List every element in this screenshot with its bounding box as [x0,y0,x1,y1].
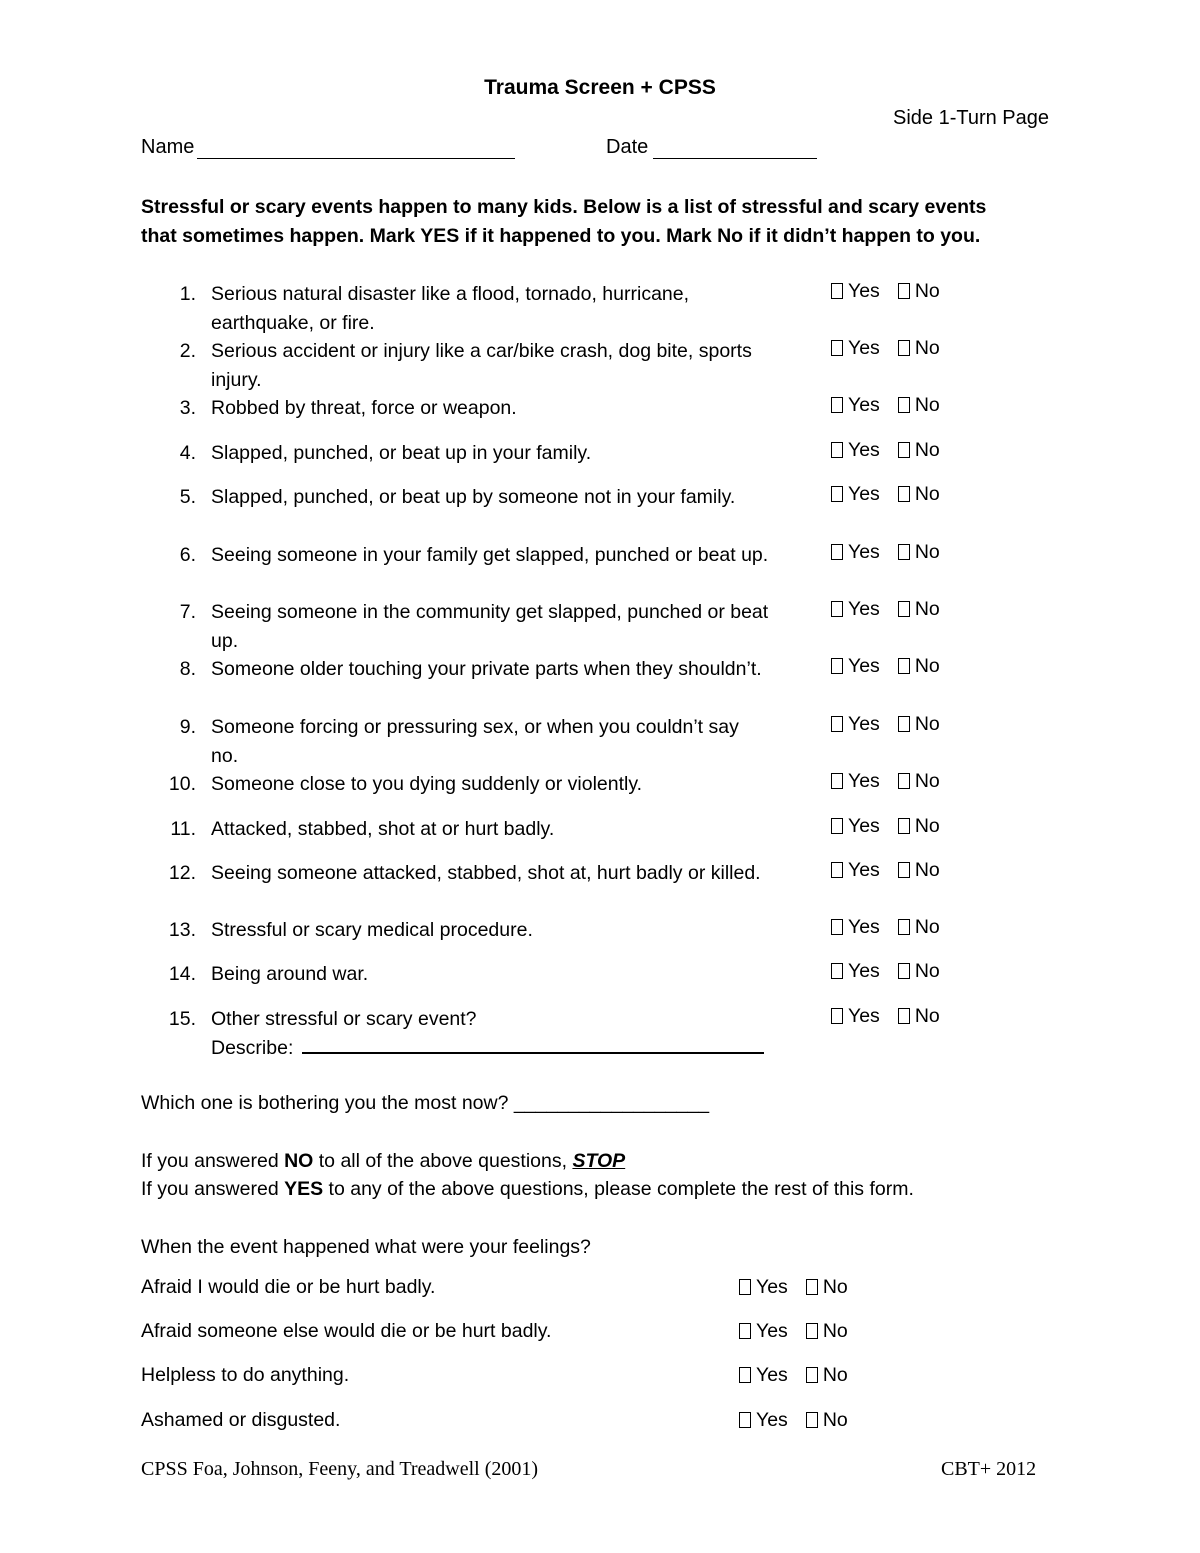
yes-label: Yes [848,598,880,620]
checkbox-icon[interactable] [898,963,910,979]
event-number: 15. [168,1008,196,1030]
feeling-item: Afraid someone else would die or be hurt badly. [141,1320,552,1342]
yes-option[interactable] [831,394,880,416]
no-label: No [914,916,940,938]
yes-label: Yes [756,1364,788,1386]
no-label: No [914,815,940,837]
event-text: Slapped, punched, or beat up in your family. [211,442,592,464]
event-number: 8. [179,658,196,680]
event-text: Someone close to you dying suddenly or violently. [211,773,643,795]
no-option[interactable] [898,439,940,461]
yes-option[interactable] [739,1364,788,1386]
instruction-no-suffix: to all of the above questions, [313,1150,573,1172]
feeling-item: Ashamed or disgusted. [141,1409,341,1431]
yes-label: Yes [848,770,880,792]
no-label: No [914,439,940,461]
event-answer-options [831,541,940,564]
name-field[interactable] [197,158,515,159]
event-answer-options [831,1005,940,1028]
no-label: No [914,394,940,416]
no-label: No [914,598,940,620]
checkbox-icon[interactable] [898,818,910,834]
yes-option[interactable] [831,655,880,677]
checkbox-icon[interactable] [898,919,910,935]
yes-option[interactable] [831,483,880,505]
instruction-yes-suffix: to any of the above questions, please complete the rest of this form. [323,1178,914,1200]
event-number: 14. [168,963,196,985]
event-answer-options [831,815,940,838]
event-number: 1. [179,283,196,305]
intro-line-2: that sometimes happen. Mark YES if it happened to you. Mark No if it didn’t happen to you. [141,225,981,247]
event-text: Seeing someone in the community get slapped, punched or beat up. [211,601,769,652]
yes-label: Yes [848,394,880,416]
checkbox-icon[interactable] [831,397,843,413]
instruction-yes [141,1178,914,1201]
no-option[interactable] [898,337,940,359]
yes-option[interactable] [831,916,880,938]
event-answer-options [831,960,940,983]
event-answer-options [831,337,940,360]
date-label: Date [606,136,649,158]
name-label: Name [141,136,195,158]
feeling-item: Helpless to do anything. [141,1364,350,1386]
yes-option[interactable] [831,859,880,881]
no-option[interactable] [898,483,940,505]
no-label: No [914,1005,940,1027]
checkbox-icon[interactable] [831,716,843,732]
event-answer-options [831,483,940,506]
feeling-answer-options [739,1364,848,1387]
checkbox-icon[interactable] [898,544,910,560]
no-option[interactable] [898,770,940,792]
checkbox-icon[interactable] [739,1367,751,1383]
checkbox-icon[interactable] [831,283,843,299]
yes-label: Yes [848,439,880,461]
event-number: 11. [170,818,196,840]
checkbox-icon[interactable] [806,1323,818,1339]
stop-word: STOP [572,1150,626,1172]
no-option[interactable] [898,1005,940,1027]
yes-label: Yes [848,916,880,938]
event-text: Seeing someone in your family get slapped, punched or beat up. [211,544,769,566]
yes-option[interactable] [831,337,880,359]
yes-option[interactable] [831,960,880,982]
checkbox-icon[interactable] [739,1412,751,1428]
checkbox-icon[interactable] [898,442,910,458]
yes-label: Yes [848,337,880,359]
no-option[interactable] [898,859,940,881]
checkbox-icon[interactable] [831,1008,843,1024]
checkbox-icon[interactable] [831,340,843,356]
instructions-intro [141,193,986,251]
feeling-answer-options [739,1320,848,1343]
no-label: No [914,859,940,881]
form-title: Trauma Screen + CPSS [484,76,716,99]
checkbox-icon[interactable] [831,862,843,878]
event-answer-options [831,713,940,736]
feelings-question: When the event happened what were your feelings? [141,1236,591,1258]
intro-line-1: Stressful or scary events happen to many kids. Below is a list of stressful and scary events [141,196,987,218]
most-bothering-question: Which one is bothering you the most now? __________________ [141,1092,710,1114]
checkbox-icon[interactable] [898,658,910,674]
event-number: 9. [179,716,196,738]
event-number: 5. [179,486,196,508]
event-number: 12. [168,862,196,884]
no-option[interactable] [898,916,940,938]
checkbox-icon[interactable] [898,601,910,617]
no-option[interactable] [898,960,940,982]
describe-label: Describe: [211,1037,294,1059]
event-answer-options [831,655,940,678]
no-label: No [914,541,940,563]
yes-option[interactable] [831,815,880,837]
checkbox-icon[interactable] [898,716,910,732]
no-label: No [822,1276,848,1298]
yes-label: Yes [848,483,880,505]
describe-field[interactable] [302,1052,764,1054]
instruction-no-prefix: If you answered [141,1150,285,1172]
footer-version: CBT+ 2012 [941,1458,1037,1480]
no-label: No [822,1409,848,1431]
event-answer-options [831,394,940,417]
no-option[interactable] [806,1276,848,1298]
footer-citation: CPSS Foa, Johnson, Feeny, and Treadwell (2001) [141,1458,539,1480]
yes-label: Yes [848,713,880,735]
no-label: No [914,770,940,792]
event-text: Other stressful or scary event? [211,1008,477,1030]
no-option[interactable] [898,655,940,677]
event-answer-options [831,598,940,621]
event-number: 13. [168,919,196,941]
no-label: No [914,655,940,677]
checkbox-icon[interactable] [831,544,843,560]
event-text: Serious accident or injury like a car/bike crash, dog bite, sports injury. [211,340,752,391]
yes-label: Yes [756,1320,788,1342]
no-option[interactable] [898,394,940,416]
checkbox-icon[interactable] [831,658,843,674]
checkbox-icon[interactable] [898,486,910,502]
event-number: 7. [179,601,196,623]
checkbox-icon[interactable] [831,818,843,834]
no-label: No [822,1320,848,1342]
checkbox-icon[interactable] [806,1279,818,1295]
event-text: Stressful or scary medical procedure. [211,919,533,941]
no-label: No [914,483,940,505]
no-option[interactable] [898,541,940,563]
event-number: 2. [179,340,196,362]
no-option[interactable] [898,815,940,837]
event-text: Slapped, punched, or beat up by someone not in your family. [211,486,736,508]
no-option[interactable] [806,1409,848,1431]
instruction-yes-prefix: If you answered [141,1178,285,1200]
no-label: No [914,280,940,302]
event-answer-options [831,770,940,793]
feeling-answer-options [739,1409,848,1432]
yes-label: Yes [848,960,880,982]
yes-label: Yes [848,815,880,837]
checkbox-icon[interactable] [898,773,910,789]
checkbox-icon[interactable] [806,1367,818,1383]
event-text: Seeing someone attacked, stabbed, shot at, hurt badly or killed. [211,862,761,884]
event-text: Serious natural disaster like a flood, tornado, hurricane, earthquake, or fire. [211,283,690,334]
event-text: Robbed by threat, force or weapon. [211,397,517,419]
yes-option[interactable] [831,280,880,302]
no-option[interactable] [898,280,940,302]
event-text: Someone forcing or pressuring sex, or when you couldn’t say no. [211,716,739,767]
event-number: 3. [179,397,196,419]
no-option[interactable] [806,1320,848,1342]
event-number: 6. [179,544,196,566]
no-label: No [914,337,940,359]
no-label: No [914,713,940,735]
checkbox-icon[interactable] [831,963,843,979]
checkbox-icon[interactable] [831,601,843,617]
checkbox-icon[interactable] [898,340,910,356]
checkbox-icon[interactable] [739,1279,751,1295]
side-note: Side 1-Turn Page [893,107,1050,129]
no-option[interactable] [806,1364,848,1386]
event-number: 4. [179,442,196,464]
instruction-no [141,1150,625,1173]
event-answer-options [831,280,940,303]
instruction-no-word: NO [284,1150,314,1172]
checkbox-icon[interactable] [898,862,910,878]
yes-option[interactable] [831,770,880,792]
checkbox-icon[interactable] [898,283,910,299]
event-answer-options [831,859,940,882]
instruction-yes-word: YES [284,1178,324,1200]
yes-option[interactable] [831,713,880,735]
checkbox-icon[interactable] [831,773,843,789]
event-answer-options [831,916,940,939]
checkbox-icon[interactable] [831,486,843,502]
checkbox-icon[interactable] [898,1008,910,1024]
event-text: Being around war. [211,963,369,985]
feeling-answer-options [739,1276,848,1299]
checkbox-icon[interactable] [898,397,910,413]
event-text: Someone older touching your private parts when they shouldn’t. [211,658,762,680]
no-label: No [822,1364,848,1386]
event-text: Attacked, stabbed, shot at or hurt badly. [211,818,555,840]
yes-label: Yes [848,541,880,563]
yes-option[interactable] [739,1276,788,1298]
yes-option[interactable] [831,439,880,461]
yes-option[interactable] [831,541,880,563]
yes-option[interactable] [739,1409,788,1431]
date-field[interactable] [653,158,817,159]
checkbox-icon[interactable] [831,919,843,935]
feeling-item: Afraid I would die or be hurt badly. [141,1276,436,1298]
yes-option[interactable] [739,1320,788,1342]
yes-option[interactable] [831,1005,880,1027]
checkbox-icon[interactable] [739,1323,751,1339]
no-label: No [914,960,940,982]
checkbox-icon[interactable] [806,1412,818,1428]
event-number: 10. [168,773,196,795]
yes-option[interactable] [831,598,880,620]
event-answer-options [831,439,940,462]
checkbox-icon[interactable] [831,442,843,458]
yes-label: Yes [756,1276,788,1298]
yes-label: Yes [848,280,880,302]
no-option[interactable] [898,598,940,620]
no-option[interactable] [898,713,940,735]
yes-label: Yes [848,1005,880,1027]
yes-label: Yes [848,655,880,677]
yes-label: Yes [756,1409,788,1431]
yes-label: Yes [848,859,880,881]
